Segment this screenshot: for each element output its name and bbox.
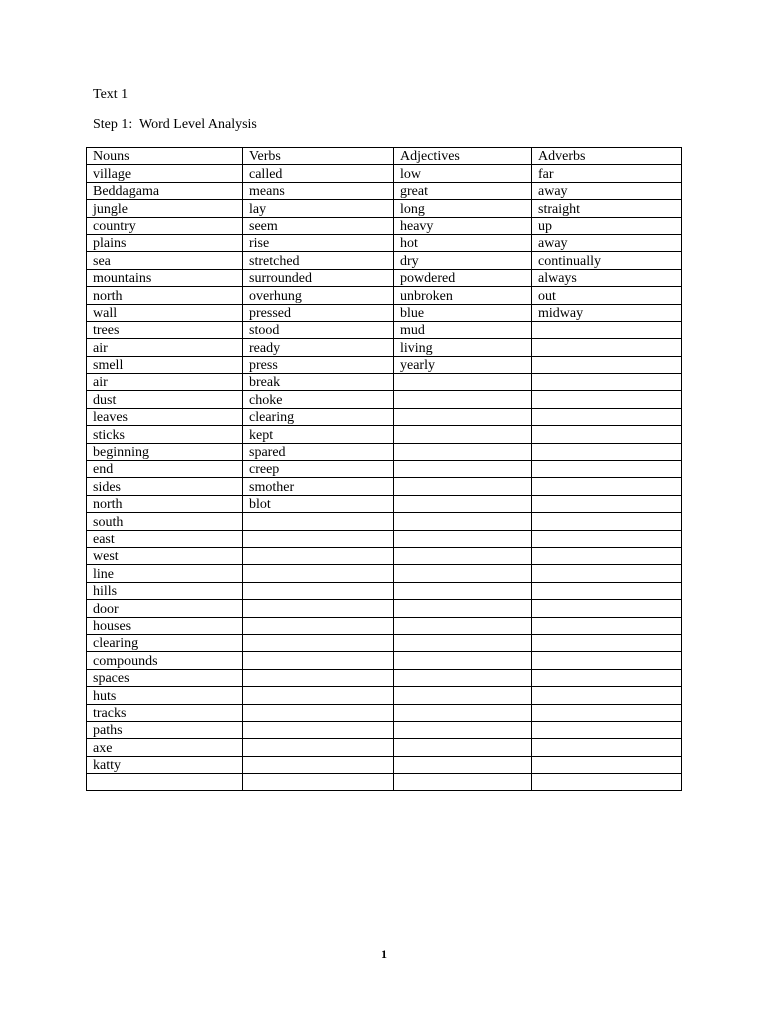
table-row xyxy=(87,252,682,269)
table-cell-adjectives xyxy=(394,374,532,391)
table-row xyxy=(87,443,682,460)
table-cell-nouns: east xyxy=(87,530,243,547)
table-cell-verbs: stretched xyxy=(243,252,394,269)
table-cell-adjectives xyxy=(394,600,532,617)
table-cell-adjectives: great xyxy=(394,182,532,199)
table-header-row xyxy=(87,148,682,165)
table-cell-adjectives xyxy=(394,774,532,791)
table-row xyxy=(87,687,682,704)
table-cell-verbs: press xyxy=(243,356,394,373)
table-cell-adjectives xyxy=(394,739,532,756)
table-cell-adjectives xyxy=(394,704,532,721)
table-row xyxy=(87,721,682,738)
table-cell-verbs: creep xyxy=(243,461,394,478)
table-cell-adverbs: straight xyxy=(532,200,682,217)
table-row xyxy=(87,321,682,338)
table-cell-adverbs xyxy=(532,600,682,617)
table-cell-nouns: dust xyxy=(87,391,243,408)
step-title: Step 1: Word Level Analysis xyxy=(93,117,257,132)
table-cell-verbs: blot xyxy=(243,495,394,512)
table-cell-adverbs xyxy=(532,321,682,338)
table-cell-nouns: wall xyxy=(87,304,243,321)
table-cell-adverbs xyxy=(532,530,682,547)
table-cell-adjectives: living xyxy=(394,339,532,356)
table-row xyxy=(87,495,682,512)
table-row xyxy=(87,374,682,391)
table-cell-adjectives xyxy=(394,687,532,704)
table-cell-nouns: leaves xyxy=(87,408,243,425)
table-cell-adjectives xyxy=(394,530,532,547)
text-title: Text 1 xyxy=(93,87,129,102)
table-cell-verbs: lay xyxy=(243,200,394,217)
word-table-body xyxy=(87,148,682,791)
table-cell-adjectives xyxy=(394,513,532,530)
table-cell-verbs: break xyxy=(243,374,394,391)
table-cell-adjectives xyxy=(394,547,532,564)
table-cell-nouns: huts xyxy=(87,687,243,704)
table-cell-verbs xyxy=(243,756,394,773)
table-row xyxy=(87,408,682,425)
table-row xyxy=(87,426,682,443)
table-cell-adverbs: always xyxy=(532,269,682,286)
table-cell-adjectives xyxy=(394,617,532,634)
table-cell-adverbs: away xyxy=(532,234,682,251)
table-cell-verbs xyxy=(243,774,394,791)
table-cell-adverbs: far xyxy=(532,165,682,182)
table-cell-nouns: sea xyxy=(87,252,243,269)
table-cell-nouns: north xyxy=(87,495,243,512)
page-number: 1 xyxy=(381,947,387,961)
table-cell-adverbs: up xyxy=(532,217,682,234)
table-cell-verbs xyxy=(243,669,394,686)
table-cell-adjectives: hot xyxy=(394,234,532,251)
table-row xyxy=(87,530,682,547)
table-cell-verbs: means xyxy=(243,182,394,199)
table-cell-nouns xyxy=(87,774,243,791)
table-cell-adverbs xyxy=(532,774,682,791)
table-row xyxy=(87,739,682,756)
table-row xyxy=(87,669,682,686)
table-cell-adjectives xyxy=(394,756,532,773)
table-cell-verbs xyxy=(243,652,394,669)
table-cell-verbs xyxy=(243,617,394,634)
table-cell-verbs: called xyxy=(243,165,394,182)
table-cell-adjectives: low xyxy=(394,165,532,182)
table-row xyxy=(87,461,682,478)
table-cell-verbs: stood xyxy=(243,321,394,338)
table-cell-verbs: rise xyxy=(243,234,394,251)
table-cell-adverbs xyxy=(532,669,682,686)
table-row xyxy=(87,304,682,321)
table-cell-verbs xyxy=(243,739,394,756)
table-cell-nouns: beginning xyxy=(87,443,243,460)
table-cell-adverbs xyxy=(532,721,682,738)
table-cell-verbs: kept xyxy=(243,426,394,443)
table-row xyxy=(87,356,682,373)
table-row xyxy=(87,704,682,721)
table-cell-adverbs xyxy=(532,652,682,669)
table-cell-adverbs xyxy=(532,408,682,425)
table-cell-nouns: west xyxy=(87,547,243,564)
table-cell-verbs xyxy=(243,513,394,530)
table-cell-verbs: seem xyxy=(243,217,394,234)
table-cell-adverbs xyxy=(532,739,682,756)
table-cell-adjectives xyxy=(394,391,532,408)
table-cell-adjectives: yearly xyxy=(394,356,532,373)
table-cell-adverbs xyxy=(532,704,682,721)
table-row xyxy=(87,652,682,669)
table-cell-nouns: air xyxy=(87,374,243,391)
table-cell-adverbs xyxy=(532,565,682,582)
table-row xyxy=(87,165,682,182)
table-cell-adjectives xyxy=(394,582,532,599)
table-row xyxy=(87,478,682,495)
table-cell-nouns: door xyxy=(87,600,243,617)
table-cell-nouns: sticks xyxy=(87,426,243,443)
column-header-verbs: Verbs xyxy=(243,148,394,165)
table-cell-nouns: jungle xyxy=(87,200,243,217)
table-cell-adjectives xyxy=(394,461,532,478)
table-cell-adjectives: unbroken xyxy=(394,287,532,304)
table-cell-nouns: country xyxy=(87,217,243,234)
table-cell-adverbs xyxy=(532,461,682,478)
table-cell-nouns: north xyxy=(87,287,243,304)
table-cell-verbs xyxy=(243,721,394,738)
table-cell-nouns: trees xyxy=(87,321,243,338)
table-cell-nouns: houses xyxy=(87,617,243,634)
table-cell-nouns: Beddagama xyxy=(87,182,243,199)
table-cell-nouns: line xyxy=(87,565,243,582)
table-cell-nouns: south xyxy=(87,513,243,530)
table-cell-verbs xyxy=(243,687,394,704)
table-row xyxy=(87,269,682,286)
column-header-nouns: Nouns xyxy=(87,148,243,165)
table-cell-nouns: axe xyxy=(87,739,243,756)
table-cell-verbs xyxy=(243,565,394,582)
table-cell-verbs xyxy=(243,547,394,564)
table-row xyxy=(87,774,682,791)
table-cell-adjectives xyxy=(394,652,532,669)
table-cell-adverbs xyxy=(532,547,682,564)
table-cell-adverbs xyxy=(532,756,682,773)
table-row xyxy=(87,391,682,408)
table-cell-adverbs xyxy=(532,495,682,512)
table-cell-adjectives xyxy=(394,721,532,738)
table-cell-nouns: tracks xyxy=(87,704,243,721)
table-row xyxy=(87,617,682,634)
table-cell-adjectives xyxy=(394,443,532,460)
table-row xyxy=(87,634,682,651)
table-cell-adjectives: powdered xyxy=(394,269,532,286)
table-cell-adverbs xyxy=(532,391,682,408)
table-cell-nouns: village xyxy=(87,165,243,182)
table-row xyxy=(87,200,682,217)
table-cell-adjectives xyxy=(394,408,532,425)
column-header-adjectives: Adjectives xyxy=(394,148,532,165)
table-cell-adverbs: continually xyxy=(532,252,682,269)
table-cell-adjectives xyxy=(394,426,532,443)
table-cell-verbs xyxy=(243,600,394,617)
table-cell-adverbs xyxy=(532,513,682,530)
table-row xyxy=(87,217,682,234)
table-cell-verbs: overhung xyxy=(243,287,394,304)
table-cell-verbs: smother xyxy=(243,478,394,495)
table-cell-nouns: hills xyxy=(87,582,243,599)
table-row xyxy=(87,182,682,199)
table-cell-adjectives xyxy=(394,669,532,686)
table-row xyxy=(87,234,682,251)
table-cell-adjectives xyxy=(394,565,532,582)
table-row xyxy=(87,339,682,356)
table-cell-adjectives xyxy=(394,478,532,495)
table-cell-verbs: spared xyxy=(243,443,394,460)
table-cell-adverbs xyxy=(532,478,682,495)
table-cell-adverbs xyxy=(532,582,682,599)
table-cell-adjectives: blue xyxy=(394,304,532,321)
table-row xyxy=(87,547,682,564)
table-cell-nouns: clearing xyxy=(87,634,243,651)
word-level-analysis-table xyxy=(86,147,682,791)
table-cell-adverbs xyxy=(532,374,682,391)
table-cell-verbs: choke xyxy=(243,391,394,408)
table-row xyxy=(87,756,682,773)
table-cell-verbs: ready xyxy=(243,339,394,356)
table-cell-adverbs xyxy=(532,339,682,356)
table-row xyxy=(87,513,682,530)
table-cell-adverbs: out xyxy=(532,287,682,304)
table-cell-verbs: clearing xyxy=(243,408,394,425)
table-cell-adjectives: long xyxy=(394,200,532,217)
table-cell-nouns: end xyxy=(87,461,243,478)
table-cell-verbs xyxy=(243,704,394,721)
table-cell-nouns: paths xyxy=(87,721,243,738)
table-cell-verbs: surrounded xyxy=(243,269,394,286)
table-cell-nouns: mountains xyxy=(87,269,243,286)
table-cell-adjectives xyxy=(394,495,532,512)
table-cell-adverbs: midway xyxy=(532,304,682,321)
table-cell-nouns: sides xyxy=(87,478,243,495)
table-cell-verbs xyxy=(243,530,394,547)
table-cell-verbs xyxy=(243,582,394,599)
table-row xyxy=(87,600,682,617)
table-cell-adverbs xyxy=(532,617,682,634)
table-cell-nouns: katty xyxy=(87,756,243,773)
column-header-adverbs: Adverbs xyxy=(532,148,682,165)
table-cell-adverbs xyxy=(532,687,682,704)
table-cell-adjectives: dry xyxy=(394,252,532,269)
table-cell-nouns: plains xyxy=(87,234,243,251)
table-cell-nouns: smell xyxy=(87,356,243,373)
table-cell-adverbs xyxy=(532,426,682,443)
table-cell-adjectives: heavy xyxy=(394,217,532,234)
table-row xyxy=(87,287,682,304)
table-cell-adjectives xyxy=(394,634,532,651)
table-row xyxy=(87,582,682,599)
table-cell-nouns: compounds xyxy=(87,652,243,669)
table-cell-verbs: pressed xyxy=(243,304,394,321)
table-cell-adverbs xyxy=(532,634,682,651)
table-cell-adjectives: mud xyxy=(394,321,532,338)
table-cell-adverbs: away xyxy=(532,182,682,199)
table-cell-adverbs xyxy=(532,356,682,373)
table-cell-verbs xyxy=(243,634,394,651)
table-cell-adverbs xyxy=(532,443,682,460)
table-row xyxy=(87,565,682,582)
table-cell-nouns: air xyxy=(87,339,243,356)
table-cell-nouns: spaces xyxy=(87,669,243,686)
